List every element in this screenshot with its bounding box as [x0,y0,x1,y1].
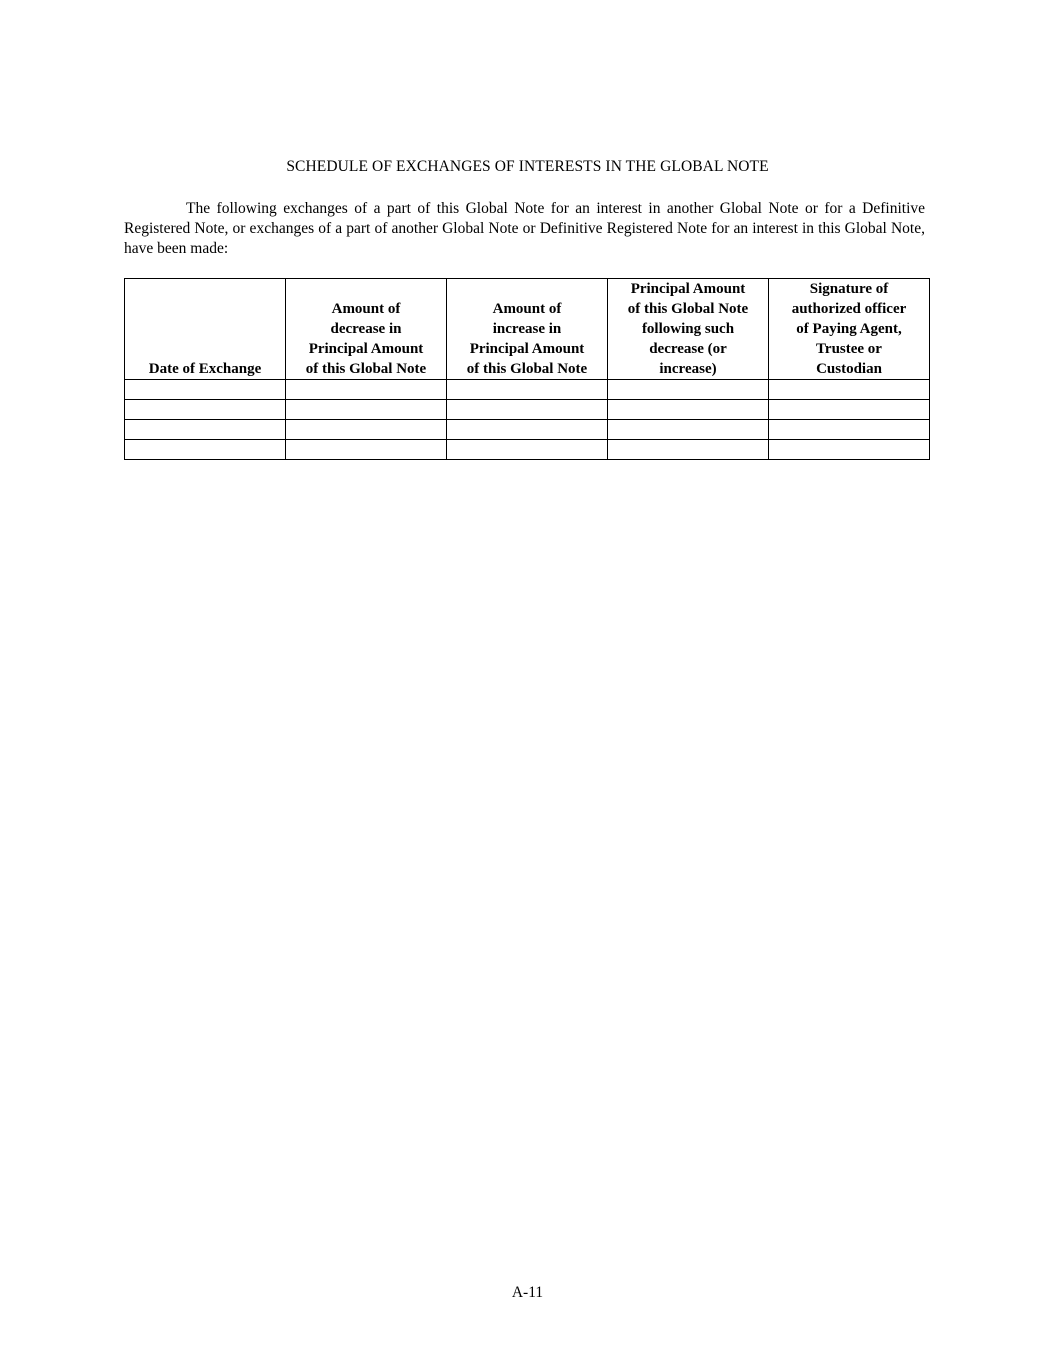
table-cell[interactable] [286,440,447,460]
table-cell[interactable] [769,420,930,440]
table-cell[interactable] [769,440,930,460]
table-cell[interactable] [447,440,608,460]
page-title: SCHEDULE OF EXCHANGES OF INTERESTS IN THE GLOBAL NOTE [286,158,769,175]
table-cell[interactable] [608,400,769,420]
table-cell[interactable] [447,400,608,420]
table-row [125,440,930,460]
table-cell[interactable] [125,440,286,460]
table-row [125,380,930,400]
table-cell[interactable] [769,380,930,400]
header-amount-of-increase: Amount of increase in Principal Amount of this Global Note [447,279,608,380]
exchange-schedule-table [124,278,930,460]
table-cell[interactable] [125,380,286,400]
intro-paragraph: The following exchanges of a part of this Global Note for an interest in another Global Note or for a Definitive Registered Note, or exchanges of a part of another Global Note or Definitive Registered Note for an interest in this Global Note, have been made: [124,200,925,257]
table-cell[interactable] [286,400,447,420]
table-cell[interactable] [286,420,447,440]
table-cell[interactable] [769,400,930,420]
table-cell[interactable] [447,380,608,400]
page-number: A-11 [511,1284,544,1301]
header-signature-of-officer: Signature of authorized officer of Paying Agent, Trustee or Custodian [769,279,930,380]
table-cell[interactable] [608,380,769,400]
table-cell[interactable] [125,420,286,440]
table-cell[interactable] [286,380,447,400]
table-row [125,420,930,440]
table-cell[interactable] [608,440,769,460]
table-cell[interactable] [447,420,608,440]
table-cell[interactable] [608,420,769,440]
header-principal-amount-following: Principal Amount of this Global Note following such decrease (or increase) [608,279,769,380]
header-date-of-exchange: Date of Exchange [125,279,286,380]
header-amount-of-decrease: Amount of decrease in Principal Amount of this Global Note [286,279,447,380]
table-row [125,400,930,420]
table-header-row [125,279,930,380]
table-cell[interactable] [125,400,286,420]
